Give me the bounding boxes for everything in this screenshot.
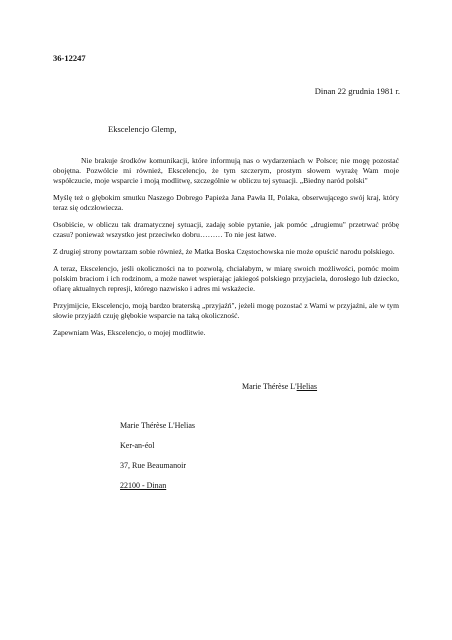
address-postal: 22100 - Dinan (120, 481, 167, 490)
signature (242, 382, 317, 391)
address-street: 37, Rue Beaumanoir (120, 461, 186, 470)
signature-prefix: Marie Thérèse L' (242, 382, 297, 391)
paragraph: Zapewniam Was, Ekscelencjo, o mojej modlitwie. (53, 328, 206, 337)
paragraph: Nie brakuje środków komunikacji, które informują nas o wydarzeniach w Polsce; nie mogę pozostać obojętna. Pozwólcie mi również, Ekscelencjo, że tym szczerym, prostym słowem wyrażę Wam moje współczucie, moje wsparcie i moją modlitwę, szczególnie w obliczu tej sytuacji. „Biedny naród polski" (53, 156, 399, 185)
address-place: Ker-an-éol (120, 441, 155, 450)
letter-date: Dinan 22 grudnia 1981 r. (314, 86, 400, 96)
address-name: Marie Thérèse L'Helias (120, 421, 196, 430)
salutation: Ekscelencjo Glemp, (108, 124, 177, 134)
letter-body (53, 156, 399, 345)
paragraph: Przyjmijcie, Ekscelencjo, moją bardzo braterską „przyjaźń", jeżeli mogę pozostać z Wami w przyjaźni, ale w tym słowie przyjaźń czuję głębokie wsparcie na taką okoliczność. (53, 301, 399, 320)
signature-surname: Helias (296, 382, 318, 391)
paragraph: Myślę też o głębokim smutku Naszego Dobrego Papieża Jana Pawła II, Polaka, obserwującego swój kraj, który teraz się odczłowiecza. (53, 193, 399, 212)
paragraph: A teraz, Ekscelencjo, jeśli okoliczności na to pozwolą, chciałabym, w miarę swoich możliwości, pomóc moim polskim braciom i ich rodzinom, a może nawet wspierając jakiegoś polskiego przyjaciela, dorosłego lub dziecko, ofiarę aktualnych represji, którego nazwisko i adres mi wskażecie. (53, 264, 399, 293)
sender-address (120, 416, 195, 496)
reference-number: 36-12247 (53, 53, 86, 63)
paragraph: Osobiście, w obliczu tak dramatycznej sytuacji, zadaję sobie pytanie, jak pomóc „drugiemu" przetrwać próbę czasu? ponieważ wszystko jest przeciwko dobru……… To nie jest łatwe. (53, 220, 399, 239)
paragraph: Z drugiej strony powtarzam sobie również, że Matka Boska Częstochowska nie może opuścić narodu polskiego. (53, 247, 395, 256)
